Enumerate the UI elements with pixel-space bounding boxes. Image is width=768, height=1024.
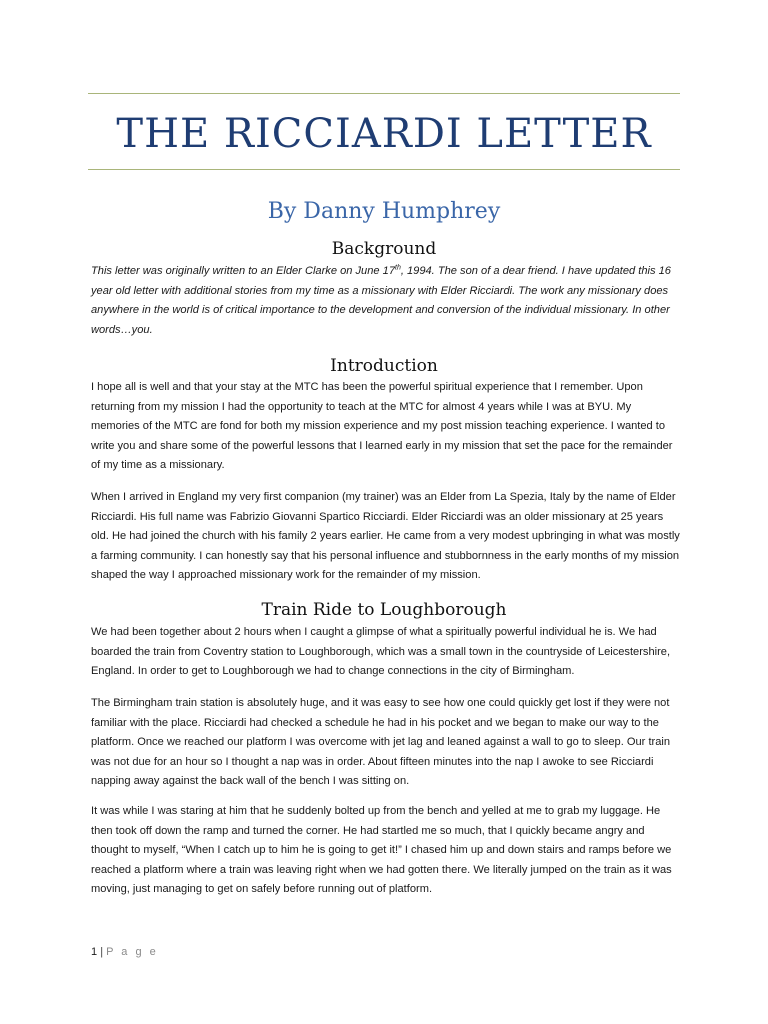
background-paragraph [91,262,680,340]
intro-paragraph-2: When I arrived in England my very first companion (my trainer) was an Elder from La Spezia, Italy by the name of Elder Ricciardi. His full name was Fabrizio Giovanni Spartico Ricciardi. Elder Ricciardi was an older missionary at 25 years old. He had joined the church with his family 2 years earlier. He came from a very modest upbringing in what was mostly a farming community. I can honestly say that his personal influence and stubbornness in the early months of my mission shaped the way I approached missionary work for the remainder of my mission. [91,491,680,582]
heading-train-ride: Train Ride to Loughborough [261,600,507,620]
title-bottom-rule [88,169,680,170]
page-footer [91,944,158,960]
document-title: THE RICCIARDI LETTER [116,111,652,157]
heading-background: Background [331,239,437,259]
train-paragraph-1: We had been together about 2 hours when I caught a glimpse of what a spiritually powerful individual he is. We had boarded the train from Coventry station to Loughborough, which was a small town in the countryside of Leicestershire, England. In order to get to Loughborough we had to change connections in the city of Birmingham. [91,626,671,678]
heading-introduction: Introduction [330,356,438,376]
byline: By Danny Humphrey [267,199,501,224]
page-number: 1 [91,946,98,958]
train-paragraph-3: It was while I was staring at him that he suddenly bolted up from the bench and yelled at me to grab my luggage. He then took off down the ramp and turned the corner. He had startled me so much, that I quickly became angry and thought to myself, “When I catch up to him he is going to get it!” I chased him up and down stairs and ramps before we reached a platform where a train was leaving right when we had gotten there. We literally jumped on the train as it was moving, just managing to get on safely before running out of platform. [91,805,672,896]
background-text-rest: , 1994. The son of a dear friend. I have updated this 16 year old letter with additional stories from my time as a missionary with Elder Ricciardi. The work any missionary does anywhere in the world is of critical importance to the development and conversion of the individual missionary. In other words…you. [91,265,671,336]
footer-separator: | [100,946,104,958]
title-top-rule [88,93,680,94]
page-label: P a g e [106,946,159,958]
background-text-start: This letter was originally written to an Elder Clarke on June 17 [91,265,395,277]
date-ordinal-suffix: th [395,264,401,272]
intro-paragraph-1: I hope all is well and that your stay at the MTC has been the powerful spiritual experience that I remember. Upon returning from my mission I had the opportunity to teach at the MTC for almost 4 years while I was at BYU. My memories of the MTC are fond for both my mission experience and my post mission teaching experience. I wanted to write you and share some of the powerful lessons that I learned early in my mission that set the pace for the remainder of my time as a missionary. [91,381,673,472]
train-paragraph-2: The Birmingham train station is absolutely huge, and it was easy to see how one could quickly get lost if they were not familiar with the place. Ricciardi had checked a schedule he had in his pocket and we began to make our way to the platform. Once we reached our platform I was overcome with jet lag and leaned against a wall to go to sleep. Our train was not due for an hour so I thought a nap was in order. About fifteen minutes into the nap I awoke to see Ricciardi napping away against the back wall of the bench I was sitting on. [91,697,671,788]
